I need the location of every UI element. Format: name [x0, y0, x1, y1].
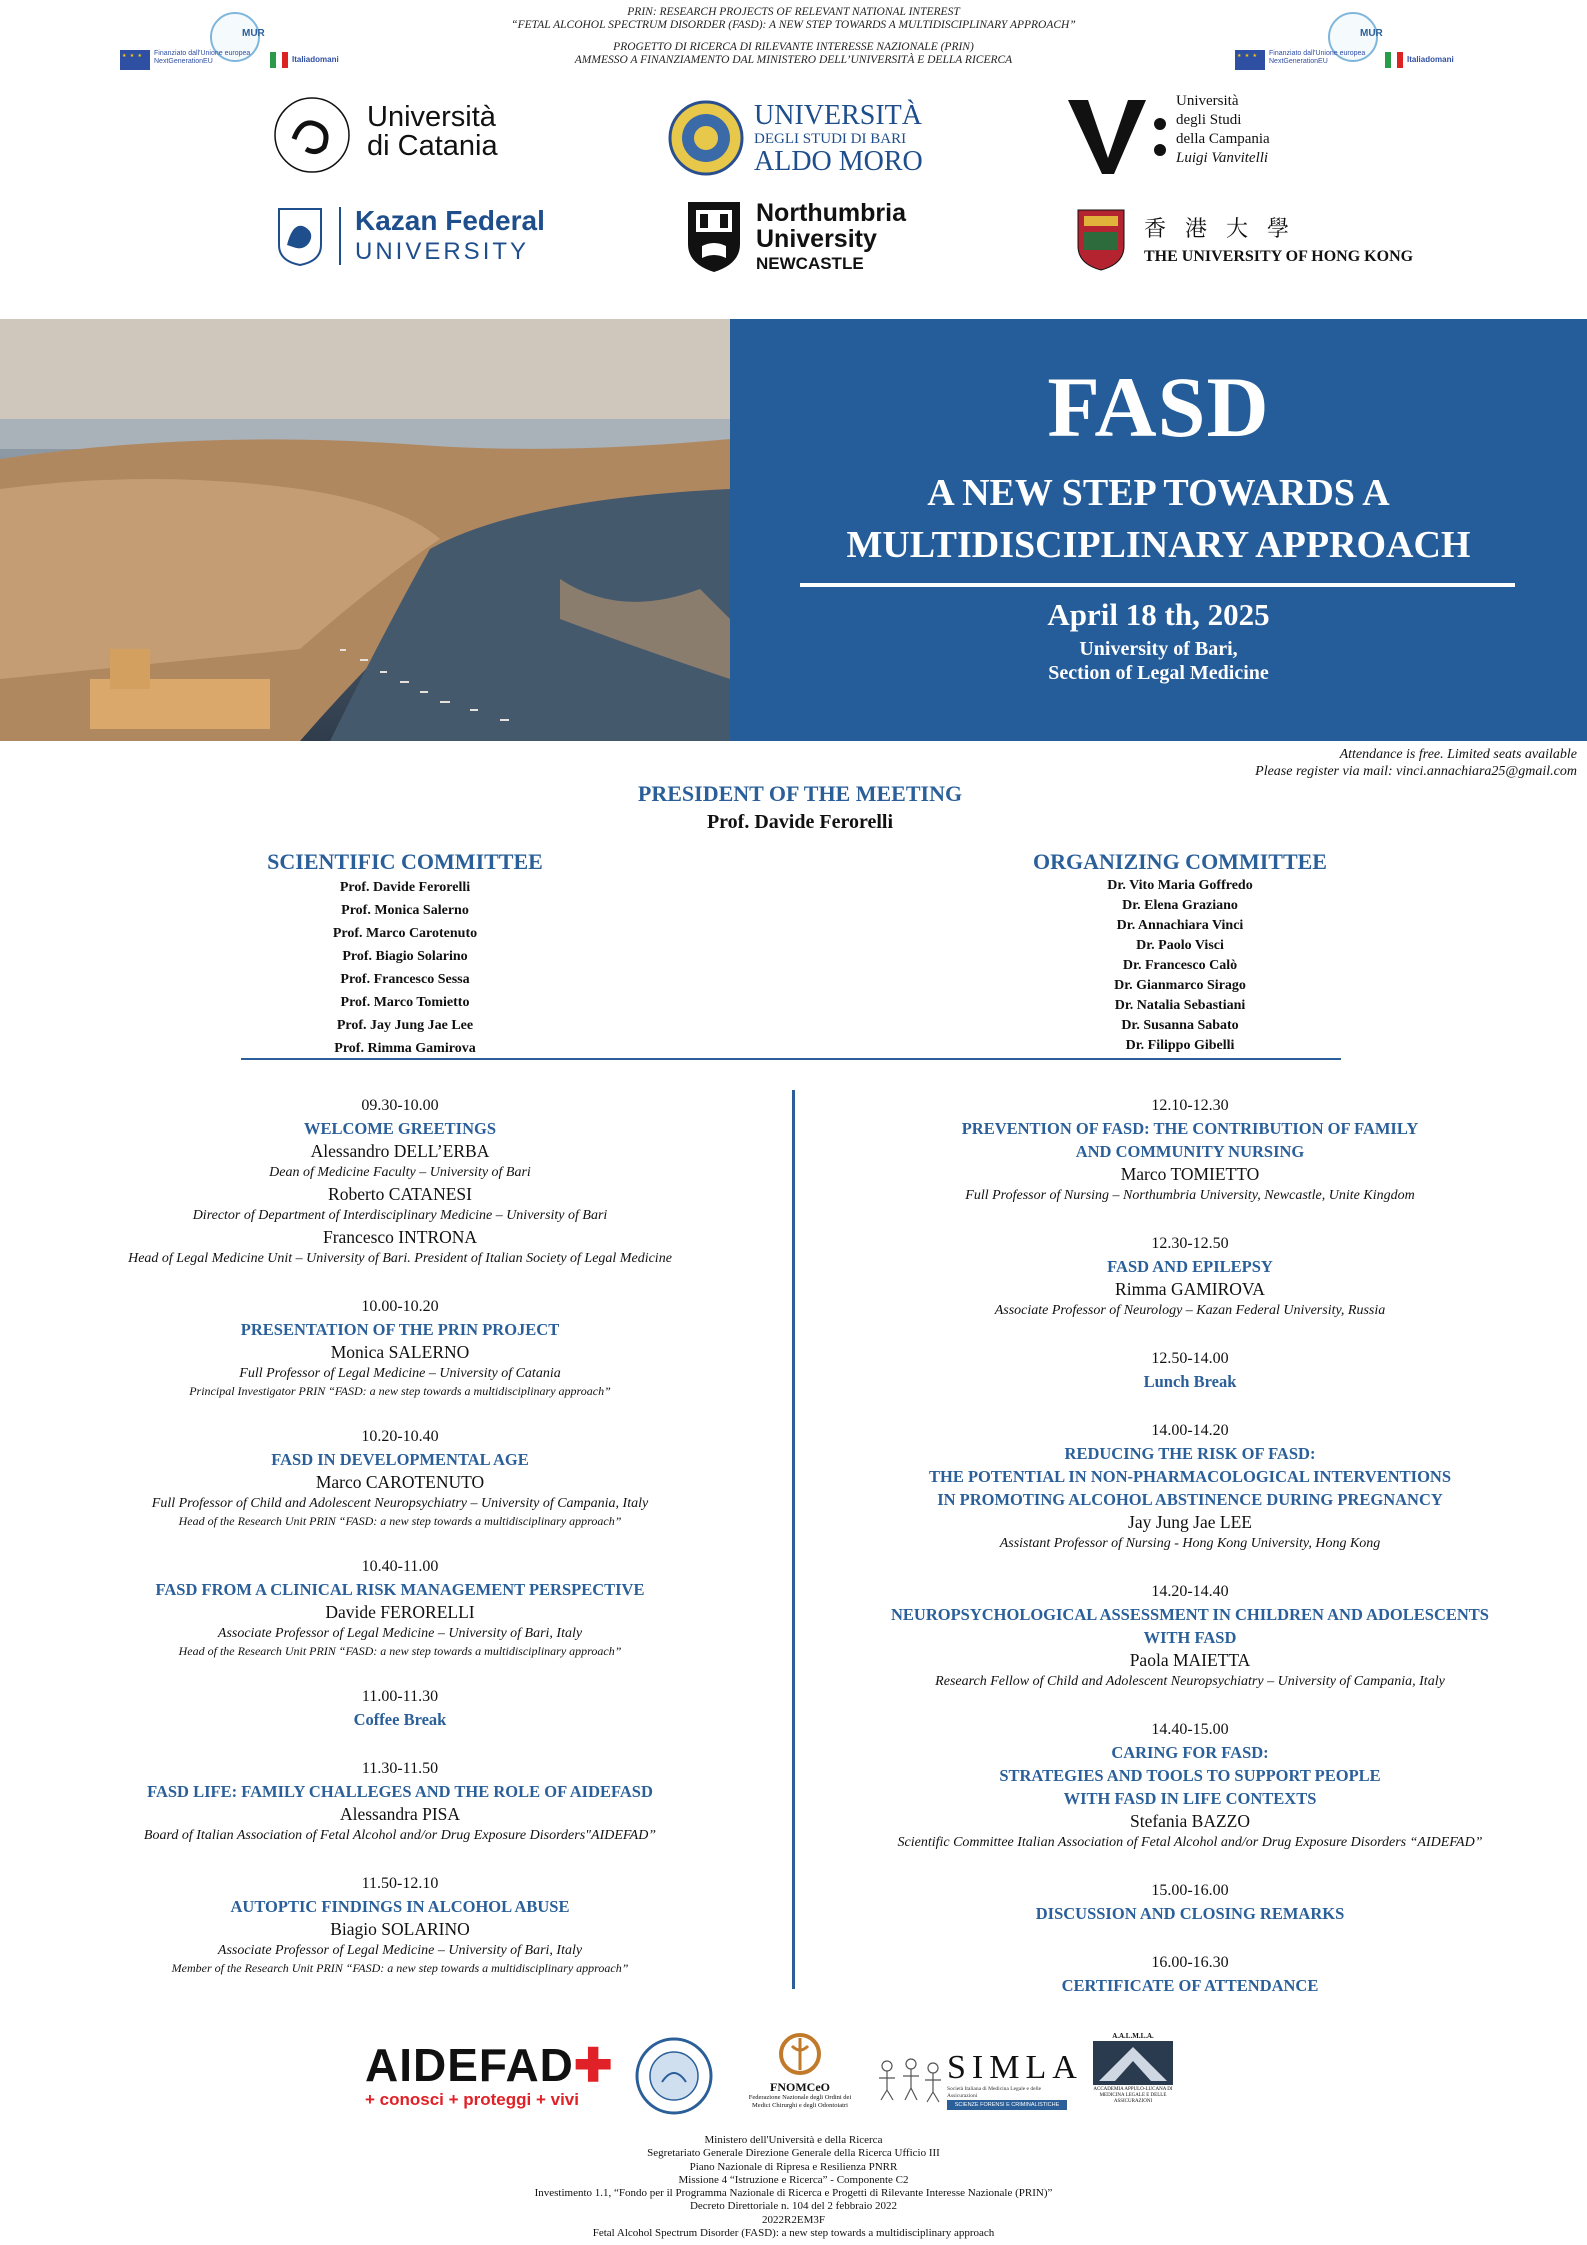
- session-title: Coffee Break: [353, 1710, 447, 1729]
- speaker-name: Jay Jung Jae LEE: [1128, 1512, 1252, 1532]
- speaker-name: Marco TOMIETTO: [1120, 1164, 1260, 1184]
- organizing-member: Dr. Annachiara Vinci: [1116, 918, 1244, 933]
- organizing-member: Dr. Susanna Sabato: [1121, 1018, 1239, 1033]
- session-time: 11.50-12.10: [361, 1875, 439, 1892]
- aidefad-tagline: + conosci + proteggi + vivi: [365, 2090, 579, 2109]
- kazan-line-2: UNIVERSITY: [355, 238, 530, 265]
- session-title: IN PROMOTING ALCOHOL ABSTINENCE DURING PREGNANCY: [937, 1490, 1443, 1509]
- venue-line-2: Section of Legal Medicine: [1048, 662, 1269, 684]
- speaker-role: Associate Professor of Neurology – Kazan Federal University, Russia: [994, 1303, 1386, 1318]
- vanvitelli-line-3: della Campania: [1176, 131, 1270, 147]
- session-title: PREVENTION OF FASD: THE CONTRIBUTION OF FAMILY: [961, 1119, 1419, 1138]
- speaker-note: Head of the Research Unit PRIN “FASD: a new step towards a multidisciplinary approach”: [178, 1514, 622, 1528]
- aidefad-cross-icon: ✚: [573, 2039, 614, 2091]
- session-autoptic-findings: [20, 1872, 780, 1976]
- session-time: 14.40-15.00: [1151, 1721, 1229, 1738]
- speaker-name: Stefania BAZZO: [1129, 1811, 1251, 1831]
- attendance-note: [1255, 746, 1577, 780]
- session-neuropsych: [800, 1580, 1580, 1692]
- logo-fnomceo: [740, 2032, 860, 2116]
- logo-kazan: [275, 205, 575, 270]
- organizing-member: Dr. Elena Graziano: [1122, 898, 1238, 913]
- session-time: 10.00-10.20: [361, 1298, 439, 1315]
- funding-logos-right: [1233, 12, 1468, 74]
- catania-line-2: di Catania: [367, 130, 498, 162]
- logo-hku: [1076, 208, 1436, 272]
- session-discussion: [800, 1879, 1580, 1925]
- logo-ordine-bari: [634, 2036, 714, 2116]
- session-title: PRESENTATION OF THE PRIN PROJECT: [240, 1320, 560, 1339]
- organizing-member: Dr. Filippo Gibelli: [1125, 1038, 1235, 1053]
- header-line-3: PROGETTO DI RICERCA DI RILEVANTE INTERESSE NAZIONALE (PRIN): [613, 41, 974, 53]
- program-left-column: [20, 1094, 780, 2002]
- scientific-member: Prof. Francesco Sessa: [340, 972, 470, 987]
- footer-line: Investimento 1.1, “Fondo per il Programma Nazionale di Ricerca e Progetti di Rilevante Interesse Nazionale (PRIN)”: [534, 2187, 1053, 2200]
- header-line-1: PRIN: RESEARCH PROJECTS OF RELEVANT NATIONAL INTEREST: [627, 6, 960, 18]
- speaker-name: Alessandra PISA: [339, 1804, 461, 1824]
- logo-catania: [272, 95, 512, 175]
- aalmla-emblem-icon: [1093, 2041, 1173, 2085]
- organizing-members: [980, 876, 1380, 1056]
- session-welcome: [20, 1094, 780, 1269]
- aidefad-wordmark: AIDEFAD: [365, 2039, 574, 2091]
- organizing-member: Dr. Vito Maria Goffredo: [1107, 878, 1253, 893]
- session-title: REDUCING THE RISK OF FASD:: [1064, 1444, 1316, 1463]
- footer-line: Decreto Direttoriale n. 104 del 2 febbraio 2022: [689, 2200, 898, 2213]
- session-time: 12.10-12.30: [1151, 1097, 1229, 1114]
- committee-divider: [241, 1058, 1341, 1060]
- session-time: 09.30-10.00: [361, 1097, 439, 1114]
- session-title: FASD IN DEVELOPMENTAL AGE: [271, 1450, 529, 1469]
- session-reducing-risk: [800, 1419, 1580, 1554]
- session-time: 10.20-10.40: [361, 1428, 439, 1445]
- organizing-member: Dr. Gianmarco Sirago: [1114, 978, 1246, 993]
- scientific-members: [210, 876, 600, 1060]
- scientific-member: Prof. Marco Tomietto: [340, 995, 470, 1010]
- session-time: 11.30-11.50: [361, 1760, 439, 1777]
- attendance-line-2: Please register via mail: vinci.annachiara25@gmail.com: [1255, 764, 1577, 779]
- scientific-member: Prof. Biagio Solarino: [342, 949, 468, 964]
- fnomceo-emblem-icon: [778, 2032, 822, 2076]
- session-time: 12.50-14.00: [1151, 1350, 1229, 1367]
- bari-line-1: UNIVERSITÀ: [754, 100, 922, 131]
- speaker-note: Member of the Research Unit PRIN “FASD: a new step towards a multidisciplinary approach”: [171, 1961, 629, 1975]
- venue-line-1: University of Bari,: [1079, 638, 1238, 660]
- session-time: 10.40-11.00: [361, 1558, 439, 1575]
- organizing-member: Dr. Natalia Sebastiani: [1114, 998, 1246, 1013]
- attendance-line-1: Attendance is free. Limited seats available: [1339, 747, 1577, 762]
- italiadomani-label: Italiadomani: [292, 55, 339, 64]
- vanvitelli-v-icon: [1068, 96, 1168, 176]
- speaker-name: Monica SALERNO: [330, 1342, 470, 1362]
- footer-line: 2022R2EM3F: [762, 2213, 825, 2226]
- speaker-role: Head of Legal Medicine Unit – University of Bari. President of Italian Society of Legal Medicine: [128, 1251, 672, 1266]
- vanvitelli-line-2: degli Studi: [1176, 112, 1242, 128]
- fnomceo-sub: Federazione Nazionale degli Ordini dei Medici Chirurghi e degli Odontoiatri: [748, 2094, 852, 2109]
- ordine-bari-seal-icon: [634, 2036, 714, 2116]
- event-subtitle: [730, 467, 1587, 571]
- program-right-column: [800, 1094, 1580, 2023]
- hero-divider: [800, 583, 1515, 587]
- session-time: 11.00-11.30: [361, 1688, 439, 1705]
- logo-aalmla: [1090, 2032, 1176, 2116]
- fnomceo-label: FNOMCeO: [770, 2080, 830, 2094]
- session-developmental-age: [20, 1425, 780, 1529]
- scientific-member: Prof. Davide Ferorelli: [339, 880, 471, 895]
- session-title: Lunch Break: [1143, 1372, 1237, 1391]
- event-date: April 18 th, 2025: [1047, 597, 1270, 632]
- session-clinical-risk: [20, 1555, 780, 1659]
- speaker-name: Francesco INTRONA: [322, 1227, 478, 1247]
- session-title: WELCOME GREETINGS: [303, 1119, 497, 1138]
- organizing-heading: ORGANIZING COMMITTEE: [1033, 849, 1327, 874]
- session-caring: [800, 1718, 1580, 1853]
- ordine-bari-label: [634, 2066, 635, 2067]
- speaker-role: Associate Professor of Legal Medicine – University of Bari, Italy: [217, 1626, 583, 1641]
- mur-label: MUR: [242, 28, 265, 39]
- simla-wordmark: SIMLA: [947, 2049, 1083, 2086]
- eu-text: Finanziato dall'Unione europea: [1269, 50, 1366, 57]
- event-venue: [730, 637, 1587, 685]
- eu-sub: NextGenerationEU: [154, 58, 213, 65]
- hku-english: THE UNIVERSITY OF HONG KONG: [1144, 248, 1414, 265]
- organizing-member: Dr. Paolo Visci: [1136, 938, 1224, 953]
- vanvitelli-line-4: Luigi Vanvitelli: [1176, 150, 1269, 166]
- eu-sub: NextGenerationEU: [1269, 58, 1328, 65]
- session-title: NEUROPSYCHOLOGICAL ASSESSMENT IN CHILDREN AND ADOLESCENTS: [891, 1605, 1489, 1624]
- session-prevention: [800, 1094, 1580, 1206]
- session-prin-project: [20, 1295, 780, 1399]
- hku-chinese: 香 港 大 學: [1144, 217, 1295, 242]
- session-title: FASD AND EPILEPSY: [1107, 1257, 1273, 1276]
- president-block: [560, 780, 1040, 836]
- footer-line: Ministero dell'Università e della Ricerca: [704, 2134, 883, 2146]
- scientific-heading: SCIENTIFIC COMMITTEE: [267, 849, 543, 874]
- speaker-note: Head of the Research Unit PRIN “FASD: a new step towards a multidisciplinary approach”: [178, 1644, 622, 1658]
- speaker-role: Full Professor of Nursing – Northumbria University, Newcastle, Unite Kingdom: [965, 1188, 1415, 1203]
- speaker-role: Research Fellow of Child and Adolescent Neuropsychiatry – University of Campania, Italy: [935, 1674, 1445, 1689]
- mur-label: MUR: [1360, 28, 1383, 39]
- footer-line: Segretariato Generale Direzione Generale della Ricerca Ufficio III: [647, 2147, 940, 2160]
- hku-crest-icon: [1076, 208, 1126, 272]
- bari-line-3: ALDO MORO: [754, 146, 923, 177]
- northumbria-line-1: Northumbria: [756, 199, 906, 227]
- session-title: WITH FASD: [1143, 1628, 1237, 1647]
- organizing-member: Dr. Francesco Calò: [1122, 958, 1238, 973]
- session-title: THE POTENTIAL IN NON-PHARMACOLOGICAL INTERVENTIONS: [929, 1467, 1451, 1486]
- session-coffee-break: [20, 1685, 780, 1731]
- session-title: FASD LIFE: FAMILY CHALLEGES AND THE ROLE OF AIDEFASD: [147, 1782, 653, 1801]
- session-title: DISCUSSION AND CLOSING REMARKS: [1035, 1904, 1345, 1923]
- program-column-divider: [792, 1090, 795, 1989]
- subtitle-line-1: A NEW STEP TOWARDS A: [927, 472, 1390, 514]
- session-time: 14.20-14.40: [1151, 1583, 1229, 1600]
- session-title: CERTIFICATE OF ATTENDANCE: [1061, 1976, 1319, 1995]
- speaker-name: Alessandro DELL’ERBA: [310, 1141, 490, 1161]
- session-title: AUTOPTIC FINDINGS IN ALCOHOL ABUSE: [230, 1897, 570, 1916]
- bari-coastline-image: [0, 319, 730, 741]
- session-certificate: [800, 1951, 1580, 1997]
- speaker-role: Board of Italian Association of Fetal Alcohol and/or Drug Exposure Disorders"AIDEFAD”: [143, 1828, 657, 1843]
- bari-line-2: DEGLI STUDI DI BARI: [754, 131, 907, 147]
- aalmla-label: A.A.L.M.L.A.: [1112, 2032, 1154, 2040]
- simla-bar: SCIENZE FORENSI E CRIMINALISTICHE: [947, 2100, 1067, 2110]
- scientific-member: Prof. Jay Jung Jae Lee: [336, 1018, 474, 1033]
- logo-vanvitelli: [1068, 92, 1308, 177]
- kazan-line-1: Kazan Federal: [355, 205, 545, 236]
- logo-aidefad: [365, 2040, 625, 2112]
- footer-line: Piano Nazionale di Ripresa e Resilienza PNRR: [689, 2160, 898, 2173]
- eu-flag-icon: [120, 50, 150, 70]
- event-title: FASD: [1047, 359, 1270, 455]
- aalmla-sub: ACCADEMIA APPULO-LUCANA DI MEDICINA LEGALE E DELLE ASSICURAZIONI: [1093, 2087, 1173, 2104]
- session-title: STRATEGIES AND TOOLS TO SUPPORT PEOPLE: [999, 1766, 1381, 1785]
- speaker-name: Marco CAROTENUTO: [315, 1472, 485, 1492]
- bari-seal-icon: [668, 100, 744, 176]
- subtitle-line-2: MULTIDISCIPLINARY APPROACH: [846, 524, 1471, 566]
- session-time: 16.00-16.30: [1151, 1954, 1229, 1971]
- speaker-role: Full Professor of Legal Medicine – University of Catania: [239, 1366, 561, 1381]
- speaker-role: Dean of Medicine Faculty – University of Bari: [269, 1165, 531, 1180]
- session-fasd-life: [20, 1757, 780, 1846]
- funding-footer: [380, 2134, 1207, 2240]
- speaker-role: Full Professor of Child and Adolescent Neuropsychiatry – University of Campania, Italy: [151, 1496, 649, 1511]
- president-heading: PRESIDENT OF THE MEETING: [637, 781, 963, 806]
- speaker-name: Paola MAIETTA: [1129, 1650, 1251, 1670]
- footer-line: Fetal Alcohol Spectrum Disorder (FASD): a new step towards a multidisciplinary approach: [592, 2227, 995, 2240]
- session-epilepsy: [800, 1232, 1580, 1321]
- speaker-name: Biagio SOLARINO: [330, 1919, 470, 1939]
- simla-sub: Società Italiana di Medicina Legale e delle Assicurazioni: [947, 2086, 1042, 2099]
- speaker-name: Rimma GAMIROVA: [1115, 1279, 1265, 1299]
- speaker-name: Davide FERORELLI: [325, 1602, 475, 1622]
- catania-line-1: Università: [367, 101, 496, 133]
- scientific-member: Prof. Rimma Gamirova: [334, 1041, 476, 1056]
- kazan-dragon-icon: [275, 205, 325, 267]
- scientific-committee: [210, 848, 600, 1060]
- bari-aerial-photo: [0, 319, 730, 741]
- session-time: 14.00-14.20: [1151, 1422, 1229, 1439]
- session-title: AND COMMUNITY NURSING: [1075, 1142, 1305, 1161]
- italy-flag-icon: [1385, 52, 1403, 68]
- speaker-role: Assistant Professor of Nursing - Hong Kong University, Hong Kong: [999, 1536, 1381, 1551]
- speaker-role: Scientific Committee Italian Association of Fetal Alcohol and/or Drug Exposure Disorders “AIDEFAD”: [897, 1835, 1483, 1850]
- simla-figures-icon: [875, 2054, 945, 2104]
- eu-text: Finanziato dall'Unione europea: [154, 50, 251, 57]
- hero-title-panel: [730, 319, 1587, 741]
- speaker-note: Principal Investigator PRIN “FASD: a new step towards a multidisciplinary approach”: [189, 1384, 611, 1398]
- session-lunch-break: [800, 1347, 1580, 1393]
- italy-flag-icon: [270, 52, 288, 68]
- speaker-name: Roberto CATANESI: [328, 1184, 472, 1204]
- session-time: 12.30-12.50: [1151, 1235, 1229, 1252]
- session-title: FASD FROM A CLINICAL RISK MANAGEMENT PERSPECTIVE: [155, 1580, 645, 1599]
- vanvitelli-line-1: Università: [1176, 93, 1239, 109]
- funding-logos-left: [120, 12, 355, 74]
- speaker-role: Director of Department of Interdisciplinary Medicine – University of Bari: [192, 1208, 608, 1223]
- logo-bari: [668, 100, 928, 180]
- eu-flag-icon: [1235, 50, 1265, 70]
- northumbria-line-3: NEWCASTLE: [756, 254, 864, 273]
- logo-simla: [875, 2049, 1083, 2112]
- scientific-member: Prof. Monica Salerno: [341, 903, 469, 918]
- catania-seal-icon: [272, 95, 352, 175]
- scientific-member: Prof. Marco Carotenuto: [332, 926, 478, 941]
- speaker-role: Associate Professor of Legal Medicine – University of Bari, Italy: [217, 1943, 583, 1958]
- northumbria-crest-icon: [686, 200, 742, 274]
- organizing-committee: [980, 848, 1380, 1056]
- session-title: CARING FOR FASD:: [1111, 1743, 1269, 1762]
- italiadomani-label: Italiadomani: [1407, 55, 1454, 64]
- prin-header: [380, 6, 1207, 67]
- session-title: WITH FASD IN LIFE CONTEXTS: [1063, 1789, 1317, 1808]
- footer-line: Missione 4 “Istruzione e Ricerca” - Componente C2: [678, 2173, 909, 2186]
- president-name: Prof. Davide Ferorelli: [706, 811, 894, 833]
- logo-northumbria: [686, 200, 946, 278]
- session-time: 15.00-16.00: [1151, 1882, 1229, 1899]
- header-line-2: “FETAL ALCOHOL SPECTRUM DISORDER (FASD): A NEW STEP TOWARDS A MULTIDISCIPLINARY APPROACH”: [511, 19, 1076, 31]
- northumbria-line-2: University: [756, 225, 877, 253]
- header-line-4: AMMESSO A FINANZIAMENTO DAL MINISTERO DELL’UNIVERSITÀ E DELLA RICERCA: [574, 54, 1013, 66]
